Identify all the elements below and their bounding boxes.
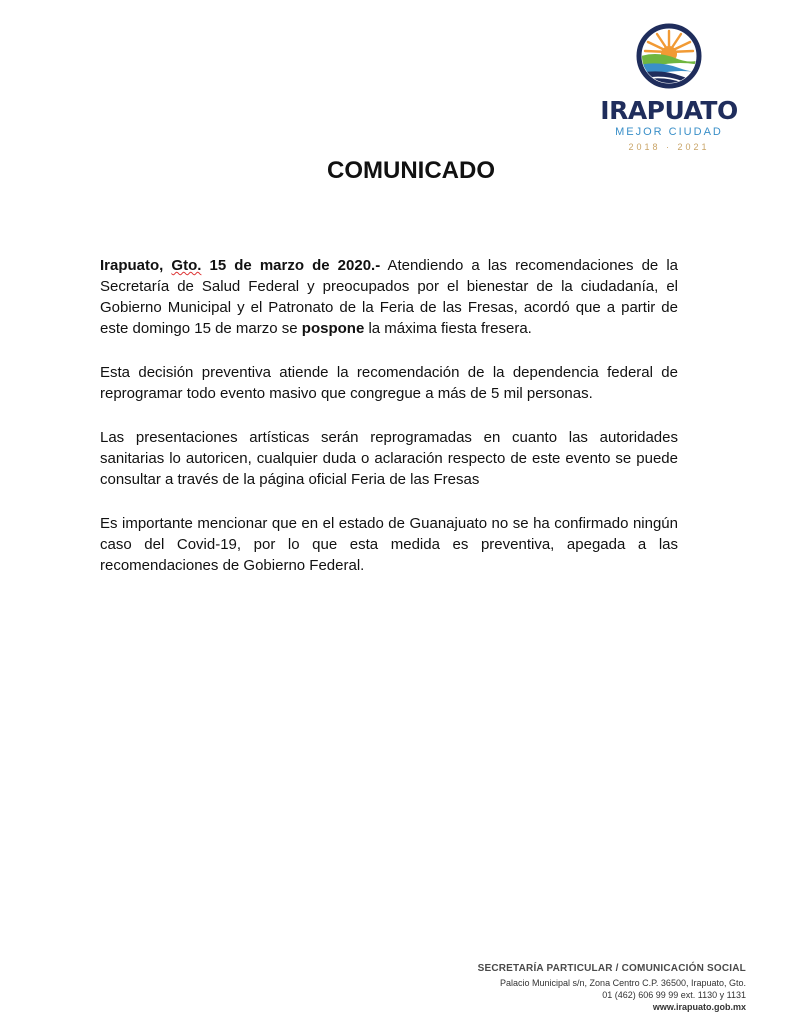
footer-contact xyxy=(478,963,746,1013)
spelling-flag: Gto. xyxy=(171,257,202,274)
footer-website-link[interactable]: www.irapuato.gob.mx xyxy=(652,1002,746,1012)
page-title: COMUNICADO xyxy=(327,157,495,184)
paragraph-2: Esta decisión preventiva atiende la recomendación de la dependencia federal de reprogramar todo evento masivo que congregue a más de 5 mil personas. xyxy=(100,364,678,402)
dateline: Irapuato, Gto. 15 de marzo de 2020.- xyxy=(100,257,381,274)
paragraph-3: Las presentaciones artísticas serán reprogramadas en cuanto las autoridades sanitarias lo autoricen, cualquier duda o aclaración respecto de este evento se puede consultar a través de la página oficial Feria de las Fresas xyxy=(100,429,678,488)
logo-tagline: MEJOR CIUDAD xyxy=(615,126,723,138)
sun-fields-emblem-icon xyxy=(635,22,703,90)
paragraph-1: Irapuato, Gto. 15 de marzo de 2020.- Atendiendo a las recomendaciones de la Secretaría de Salud Federal y preocupados por el bienestar de la ciudadanía, el Gobierno Municipal y el Patronato de la Feria de las Fresas, acordó que a partir de este domingo 15 de marzo se pospone la máxima fiesta fresera. xyxy=(100,257,678,337)
footer-phone: 01 (462) 606 99 99 ext. 1130 y 1131 xyxy=(602,990,746,1000)
irapuato-logo xyxy=(594,22,744,157)
communique-body xyxy=(100,255,678,599)
logo-name: IRAPUATO xyxy=(600,96,738,125)
logo-years: 2018 · 2021 xyxy=(628,142,710,152)
footer-heading: SECRETARÍA PARTICULAR / COMUNICACIÓN SOCIAL xyxy=(477,963,746,974)
paragraph-4: Es importante mencionar que en el estado de Guanajuato no se ha confirmado ningún caso del Covid-19, por lo que esta medida es preventiva, apegada a las recomendaciones de Gobierno Federal. xyxy=(100,515,678,574)
emphasis-pospone: pospone xyxy=(301,320,365,337)
footer-address: Palacio Municipal s/n, Zona Centro C.P. 36500, Irapuato, Gto. xyxy=(500,978,746,988)
